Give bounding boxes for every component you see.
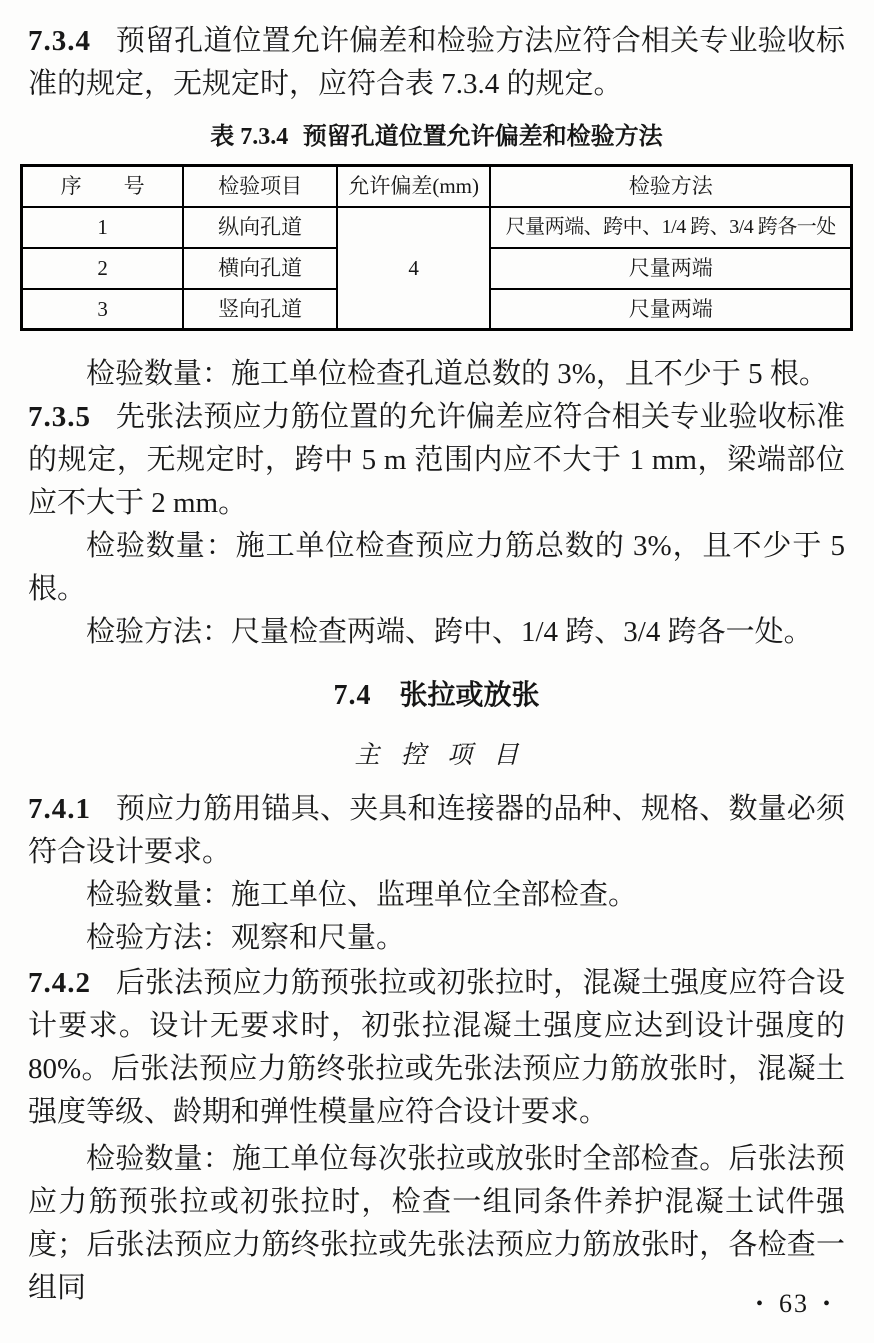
table-cell-item: 横向孔道: [183, 248, 337, 289]
page-number: [756, 1289, 832, 1319]
table-7-3-4: [20, 164, 853, 331]
table-header-row: [22, 166, 852, 207]
table-cell-deviation-merged: 4: [337, 207, 491, 330]
clause-7-3-5: [28, 396, 845, 525]
clause-number: 7.4.2: [28, 967, 91, 999]
page-number-value: 63: [778, 1289, 809, 1318]
table-cell-item: 竖向孔道: [183, 289, 337, 330]
clause-number: 7.3.5: [28, 401, 91, 433]
subsection-heading-main-control-items: 主控项目: [354, 742, 540, 769]
table-caption-label: 表 7.3.4: [210, 124, 289, 150]
clause-7-3-4: [28, 20, 845, 106]
clause-number: 7.4.1: [28, 793, 91, 825]
clause-number: 7.3.4: [28, 25, 91, 57]
para-inspection-quantity-7-4-1: 检验数量：施工单位、监理单位全部检查。: [86, 879, 638, 911]
table-cell-method: 尺量两端、跨中、1/4 跨、3/4 跨各一处: [490, 207, 851, 248]
table-cell-item: 纵向孔道: [183, 207, 337, 248]
table-caption: [28, 120, 845, 154]
clause-7-4-1: [28, 788, 845, 874]
page-number-bullet-right: •: [822, 1293, 832, 1315]
clause-text: 先张法预应力筋位置的允许偏差应符合相关专业验收标准的规定，无规定时，跨中 5 m 范围内应不大于 1 mm，梁端部位应不大于 2 mm。: [28, 401, 845, 519]
table-cell-no: 1: [22, 207, 184, 248]
table-cell-method: 尺量两端: [490, 289, 851, 330]
table-caption-title: 预留孔道位置允许偏差和检验方法: [302, 124, 663, 150]
table-cell-method: 尺量两端: [490, 248, 851, 289]
clause-text: 后张法预应力筋预张拉或初张拉时，混凝土强度应符合设计要求。设计无要求时，初张拉混凝土强度应达到设计强度的 80%。后张法预应力筋终张拉或先张法预应力筋放张时，混凝土强度等级、龄期和弹性模量应符合设计要求。: [28, 967, 845, 1128]
table-header-cell-method: 检验方法: [490, 166, 851, 207]
para-inspection-method-7-4-1: 检验方法：观察和尺量。: [86, 922, 406, 954]
table-cell-no: 2: [22, 248, 184, 289]
para-inspection-method-7-3-5: 检验方法：尺量检查两端、跨中、1/4 跨、3/4 跨各一处。: [86, 616, 813, 648]
table-row: [22, 207, 852, 248]
section-heading-7-4: [28, 676, 845, 716]
table-header-cell-no: 序 号: [22, 166, 184, 207]
para-inspection-quantity-7-3-4: 检验数量：施工单位检查孔道总数的 3%，且不少于 5 根。: [86, 358, 828, 390]
section-title: 张拉或放张: [399, 680, 540, 711]
clause-text: 预留孔道位置允许偏差和检验方法应符合相关专业验收标准的规定，无规定时，应符合表 7.3.4 的规定。: [28, 25, 845, 100]
table-cell-no: 3: [22, 289, 184, 330]
clause-text: 预应力筋用锚具、夹具和连接器的品种、规格、数量必须符合设计要求。: [28, 793, 845, 868]
para-inspection-quantity-7-3-5: 检验数量：施工单位检查预应力筋总数的 3%，且不少于 5 根。: [28, 530, 845, 605]
table-header-cell-item: 检验项目: [183, 166, 337, 207]
table-header-cell-deviation: 允许偏差(mm): [337, 166, 491, 207]
section-number: 7.4: [333, 680, 372, 711]
para-inspection-quantity-7-4-2: 检验数量：施工单位每次张拉或放张时全部检查。后张法预应力筋预张拉或初张拉时，检查一组同条件养护混凝土试件强度；后张法预应力筋终张拉或先张法预应力筋放张时，各检查一组同: [28, 1143, 845, 1304]
clause-7-4-2: [28, 962, 845, 1134]
page-number-bullet-left: •: [755, 1293, 765, 1315]
